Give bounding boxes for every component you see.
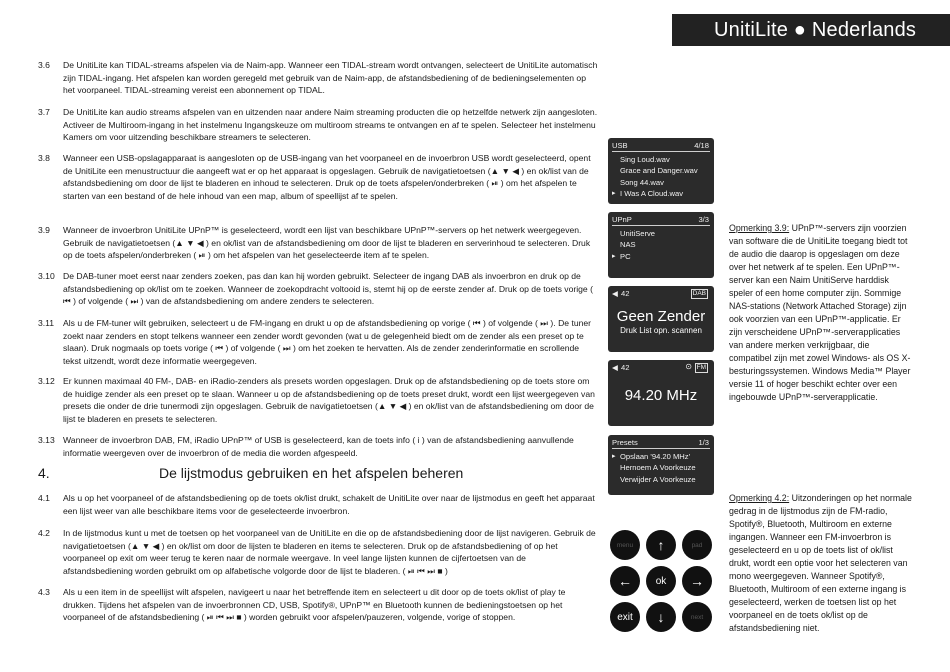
paragraph-number: 3.12 <box>38 376 55 386</box>
stereo-icon: ⊙ <box>685 362 692 371</box>
section-title: De lijstmodus gebruiken en het afspelen beheren <box>159 465 464 481</box>
display-header <box>612 438 710 449</box>
display-count: 1/3 <box>698 438 709 447</box>
source-tag: DAB <box>692 290 706 297</box>
paragraph-text: Als u een item in de speellijst wilt afspelen, navigeert u naar het betreffende item en selecteert u dit door op de toets ok/list of play te drukken. Tijdens het afspelen van de invoerbronnen CD, USB, Spotify®, UPnP™ en Bluetooth kunnen de bedieningstoetsen op het voorpaneel of de afstandsbediening ( ⏯ ⏮ ⏭ ■ ) worden gebruikt voor afspelen/pauzeren, volgende, vorige of stoppen. <box>63 587 566 623</box>
usb-display <box>608 138 714 204</box>
note-label: Opmerking 3.9: <box>729 223 790 233</box>
note-4-2 <box>729 492 913 635</box>
paragraph-number: 3.7 <box>38 107 50 117</box>
list-item-selected: ▸ I Was A Cloud.wav <box>612 188 710 199</box>
paragraph-text: De DAB-tuner moet eerst naar zenders zoeken, pas dan kan hij worden gebruikt. Selecteer de ingang DAB als invoerbron en druk op de afstandsbediening op ok/list om te zoeken. Wanneer de zoekopdracht voltooid is, stemt hij op de eerste zender af. Druk op de toets vorige ( ⏮ ) of volgende ( ⏭ ) van de afstandsbediening om andere zenders te selecteren. <box>63 271 593 307</box>
paragraph-text: Als u op het voorpaneel of de afstandsbediening op de toets ok/list drukt, schakelt de UnitiLite over naar de lijstmodus en geeft het apparaat een lijst weer van alle beschikbare items voor de geselecteerde invoerbron. <box>63 493 595 516</box>
list-item: NAS <box>620 240 636 250</box>
list-item: Song 44.wav <box>620 177 664 187</box>
paragraph-number: 4.3 <box>38 587 50 597</box>
paragraph-text: Wanneer een USB-opslagapparaat is aangesloten op de USB-ingang van het voorpaneel en de invoerbron USB wordt geselecteerd, opent de UnitiLite een menustructuur die aangeeft wat er op het apparaat is opgeslagen. Gebruik de navigatietoetsen (▲ ▼ ◀ ) en ok/list van de afstandsbediening om door de lijst te bladeren en inhoud te selecteren. Druk op de toets afspelen/onderbreken ( ⏯ ) om het afspelen te starten van een bestand of de hele inhoud van een map, album of speellijst af te spelen. <box>63 153 591 201</box>
paragraph-text: Wanneer de invoerbron DAB, FM, iRadio UPnP™ of USB is geselecteerd, kan de toets info ( i ) van de afstandsbediening aanvullende informatie weergeven over de invoerbron of de media die worden afgespeeld. <box>63 435 574 458</box>
display-subtitle: Druk List opn. scannen <box>620 326 702 335</box>
list-item-selected: ▸ PC <box>612 251 710 262</box>
display-source-label: Presets <box>612 438 638 447</box>
volume-level: 42 <box>621 289 630 298</box>
volume-icon: ◀ <box>612 289 618 298</box>
dab-display <box>608 286 714 352</box>
section-number: 4. <box>38 465 50 481</box>
volume-icon: ◀ <box>612 363 618 372</box>
list-item: Verwijder A Voorkeuze <box>620 474 696 484</box>
paragraph-text: De UnitiLite kan TIDAL-streams afspelen via de Naim-app. Wanneer een TIDAL-stream wordt ontvangen, selecteert de UnitiLite automatisch zijn TIDAL-ingang. Het afspelen kan worden geregeld met gebruik van de Naim-app, de afstandsbediening of de bedieningselementen op het voorpaneel. TIDAL-streaming vereist een abonnement op TIDAL. <box>63 60 598 96</box>
volume-level: 42 <box>621 363 630 372</box>
note-label: Opmerking 4.2: <box>729 493 790 503</box>
arrow-left-icon: ← <box>610 566 640 596</box>
fm-display <box>608 360 714 426</box>
display-header <box>612 215 710 226</box>
paragraph-text: Als u de FM-tuner wilt gebruiken, selecteert u de FM-ingang en drukt u op de afstandsbediening op vorige ( ⏮ ) of volgende ( ⏭ ). De tuner zoekt naar zenders en stopt telkens wanneer een zender wordt gevonden (wat u de gelegenheid biedt om de zender als een preset op te slaan). Druk nogmaals op toets vorige ( ⏮ ) of volgende ( ⏭ ) om het zoeken te hervatten. Als de zender zenderinformatie en scrollende tekst uitzendt, wordt deze informatie weergegeven. <box>63 318 592 366</box>
paragraph-number: 4.2 <box>38 528 50 538</box>
list-item: Hernoem A Voorkeuze <box>620 463 696 473</box>
paragraph-number: 3.9 <box>38 225 50 235</box>
paragraph-text: Er kunnen maximaal 40 FM-, DAB- en iRadio-zenders als presets worden opgeslagen. Druk op de afstandsbediening op de toets store om de huidige zender als een preset op te slaan. Wanneer u op de afstandsbediening op de toets preset drukt, wordt een lijst weergegeven van presets die onder de drie tunermodi zijn opgeslagen. Gebruik de navigatietoetsen (▲ ▼ ◀ ) en ok/list van de afstandsbediening om door de lijst te bladeren en presets te selecteren. <box>63 376 595 424</box>
paragraph-number: 3.6 <box>38 60 50 70</box>
list-item: Grace and Danger.wav <box>620 166 698 176</box>
upnp-display <box>608 212 714 278</box>
display-header <box>612 141 710 152</box>
note-3-9 <box>729 222 913 404</box>
paragraph-number: 3.13 <box>38 435 55 445</box>
paragraph-text: Wanneer de invoerbron UnitiLite UPnP™ is geselecteerd, wordt een lijst van beschikbare UPnP™-servers op het netwerk weergegeven. Gebruik de navigatietoetsen (▲ ▼ ◀ ) en ok/list van de afstandsbediening om door de lijst te bladeren en serverinhoud te selecteren. Druk op de toets afspelen/onderbreken ( ⏯ ) om het afspelen van het geselecteerde item af te spelen. <box>63 225 591 261</box>
display-source-label: UPnP <box>612 215 632 224</box>
arrow-right-icon: → <box>682 566 712 596</box>
display-title: Geen Zender <box>616 308 706 325</box>
display-frequency: 94.20 MHz <box>624 387 698 404</box>
note-text: UPnP™-servers zijn voorzien van software die de UnitiLite toegang biedt tot de audio die daarop is opgeslagen om deze over het netwerk af te spelen. Een UPnP™-server kan een Naim UnitiServe harddisk speler of een home computer zijn. Sommige NAS-stations (Network Attached Storage) zijn ook voorzien van een UPnP™-applicatie. Er zijn verscheidene UPnP™-serverapplicaties van andere merken verkrijgbaar, die compatibel zijn met zowel Windows- als OS X-besturingssystemen. Windows Media™ Player versie 11 of hoger beschikt echter over een ingebouwde UPnP™-serverapplicatie. <box>729 223 911 402</box>
page-header: UnitiLite ● Nederlands <box>672 14 950 46</box>
list-item: UnitiServe <box>620 229 656 238</box>
paragraph-number: 4.1 <box>38 493 50 503</box>
paragraph-number: 3.8 <box>38 153 50 163</box>
source-tag: FM <box>696 364 706 371</box>
paragraph-text: De UnitiLite kan audio streams afspelen van en uitzenden naar andere Naim streaming producten die op hetzelfde netwerk zijn aangesloten. Activeer de Multiroom-ingang in het instelmenu Ingangskeuze om multiroom streams te ontvangen en af te spelen. Selecteer het instelmenu Kamers om voor uitzending beschikbare streamers te selecteren. <box>63 107 598 143</box>
list-item: Sing Loud.wav <box>620 155 670 164</box>
arrow-up-icon: ↑ <box>646 530 676 560</box>
paragraph-number: 3.10 <box>38 271 55 281</box>
presets-display <box>608 435 714 495</box>
remote-corner-button: menu <box>610 530 640 560</box>
paragraph-text: In de lijstmodus kunt u met de toetsen op het voorpaneel van de UnitiLite en die op de afstandsbediening door de lijst navigeren. Gebruik de navigatietoetsen (▲ ▼ ◀ ) en ok/list om door de lijsten te bladeren en items te selecteren. Druk op de afstandsbediening of op het voorpaneel op exit om weer terug te keren naar de normale weergave. In veel lange lijsten kunnen de cijfertoetsen van de afstandsbediening worden gebruikt om op alfabetische volgorde door de lijst te bladeren. ( ⏯ ⏮ ⏭ ■ ) <box>63 528 596 576</box>
list-item-selected: ▸ Opslaan '94.20 MHz' <box>612 451 710 462</box>
arrow-down-icon: ↓ <box>646 602 676 632</box>
paragraph-number: 3.11 <box>38 318 55 328</box>
display-count: 4/18 <box>694 141 709 150</box>
remote-corner-button: next <box>682 602 712 632</box>
remote-nav-cluster <box>610 530 720 632</box>
ok-button: ok <box>646 566 676 596</box>
remote-corner-button: pad <box>682 530 712 560</box>
exit-button: exit <box>610 602 640 632</box>
display-count: 3/3 <box>698 215 709 224</box>
display-source-label: USB <box>612 141 628 150</box>
note-text: Uitzonderingen op het normale gedrag in de lijstmodus zijn de FM-radio, Spotify®, Bluetooth, Multiroom en externe ingangen. Wanneer een FM-invoerbron is geselecteerd en u op de toets list of ok/list drukt, wordt een optie voor het selecteren van mono weergegeven. Wanneer Spotify®, Bluetooth, Multiroom of een externe ingang is geselecteerd, werken de toetsen list op het voorpaneel en de toets ok/list op de afstandsbediening niet. <box>729 493 912 633</box>
